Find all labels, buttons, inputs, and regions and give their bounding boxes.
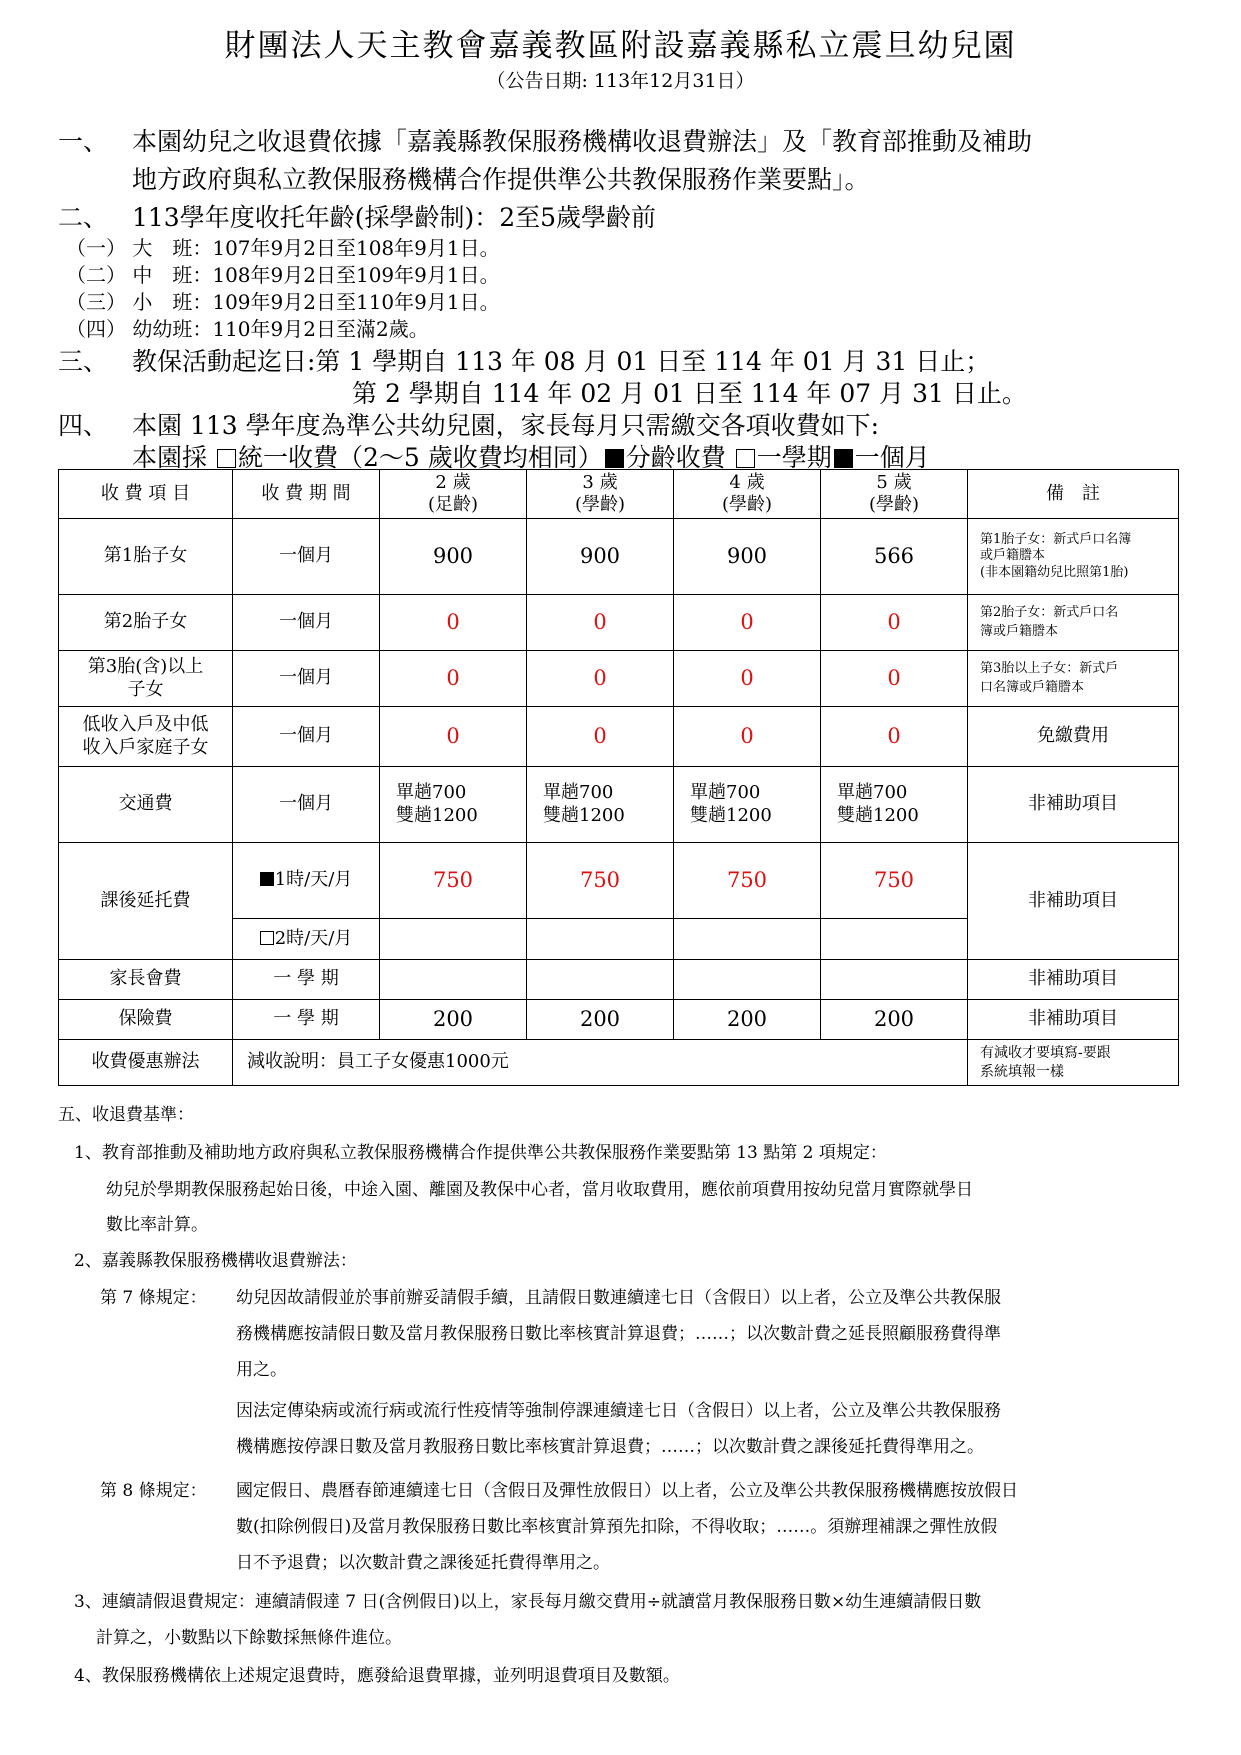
section-5-heading: 五、收退費基準： (58, 1105, 194, 1125)
fee-value: 200 (821, 1000, 968, 1040)
fee-value: 0 (821, 595, 968, 651)
section-3-line-1: 教保活動起迄日:第 1 學期自 113 年 08 月 01 日至 114 年 01 月 31 日止； (132, 347, 991, 376)
checked-box-icon (260, 872, 274, 886)
article-7-line: 幼兒因故請假並於事前辦妥請假手續，且請假日數連續達七日（含假日）以上者，公立及準公共教保服 (236, 1288, 1001, 1308)
s5-p3-line: 3、連續請假退費規定：連續請假達 7 日(含例假日)以上，家長每月繳交費用÷就讀當月教保服務日數×幼生連續請假日數 (74, 1592, 982, 1612)
row-label: 第2胎子女 (59, 595, 233, 651)
article-7-line: 機構應按停課日數及當月教服務日數比率核實計算退費；……；以次數計費之課後延托費得準用之。 (236, 1437, 984, 1457)
fee-value: 0 (527, 595, 674, 651)
fee-value: 0 (380, 707, 527, 767)
fee-value: 0 (527, 707, 674, 767)
header-age-4: 4 歲 (學齡) (674, 470, 821, 519)
unchecked-box-icon (736, 449, 755, 468)
article-8-label: 第 8 條規定： (100, 1481, 207, 1501)
table-row (59, 843, 1179, 919)
header-age-3: 3 歲 (學齡) (527, 470, 674, 519)
header-period: 收 費 期 間 (233, 470, 380, 519)
s5-p2-head: 2、嘉義縣教保服務機構收退費辦法： (74, 1251, 357, 1271)
transport-fee: 單趟700 雙趟1200 (527, 767, 674, 843)
transport-fee: 單趟700 雙趟1200 (380, 767, 527, 843)
fee-table (58, 469, 1179, 1086)
option-per-month: 一個月 (854, 443, 930, 472)
row-note: 非補助項目 (968, 1000, 1179, 1040)
row-label: 收費優惠辦法 (59, 1040, 233, 1086)
option-age-based-fee: 分齡收費 (625, 443, 726, 472)
row-note: 第1胎子女：新式戶口名簿 或戶籍謄本 (非本園籍幼兒比照第1胎) (968, 519, 1179, 595)
article-8-line: 數(扣除例假日)及當月教保服務日數比率核實計算預先扣除，不得收取；……。須辦理補課之彈性放假 (236, 1517, 998, 1537)
fee-value: 750 (821, 843, 968, 919)
s5-p1-line: 數比率計算。 (106, 1215, 208, 1235)
fee-value: 566 (821, 519, 968, 595)
fee-value: 0 (821, 651, 968, 707)
section-2-line: 113學年度收托年齡(採學齡制)：2至5歲學齡前 (132, 203, 657, 232)
table-row (59, 960, 1179, 1000)
section-1-line-1: 本園幼兒之收退費依據「嘉義縣教保服務機構收退費辦法」及「教育部推動及補助 (132, 127, 1033, 156)
fee-value: 200 (380, 1000, 527, 1040)
table-row (59, 519, 1179, 595)
row-note: 第2胎子女：新式戶口名 簿或戶籍謄本 (968, 595, 1179, 651)
table-row (59, 707, 1179, 767)
section-3-line-2: 第 2 學期自 114 年 02 月 01 日至 114 年 07 月 31 日止。 (352, 379, 1027, 408)
fee-value: 900 (380, 519, 527, 595)
fee-value: 0 (674, 595, 821, 651)
s5-p1-line: 幼兒於學期教保服務起始日後，中途入園、離園及教保中心者，當月收取費用，應依前項費用按幼兒當月實際就學日 (106, 1180, 973, 1200)
age-class-item: （四） 幼幼班：110年9月2日至滿2歲。 (66, 317, 429, 341)
afterschool-option-2: 2時/天/月 (233, 919, 380, 960)
row-period: 一個月 (233, 651, 380, 707)
s5-p1-head: 1、教育部推動及補助地方政府與私立教保服務機構合作提供準公共教保服務作業要點第 13 點第 2 項規定： (74, 1143, 887, 1163)
table-row (59, 651, 1179, 707)
header-age-2: 2 歲 (足齡) (380, 470, 527, 519)
article-7-line: 用之。 (236, 1360, 287, 1380)
fee-value: 200 (527, 1000, 674, 1040)
page-title: 財團法人天主教會嘉義教區附設嘉義縣私立震旦幼兒園 (224, 28, 1017, 64)
transport-fee: 單趟700 雙趟1200 (821, 767, 968, 843)
row-period: 一個月 (233, 595, 380, 651)
row-period: 一 學 期 (233, 960, 380, 1000)
row-period: 一個月 (233, 519, 380, 595)
article-7-label: 第 7 條規定： (100, 1288, 207, 1308)
s5-p3-line: 計算之，小數點以下餘數採無條件進位。 (96, 1628, 402, 1648)
row-label: 課後延托費 (59, 843, 233, 960)
age-class-item: （三） 小 班：109年9月2日至110年9月1日。 (66, 290, 500, 314)
afterschool-option-1: 1時/天/月 (233, 843, 380, 919)
unchecked-box-icon (260, 931, 274, 945)
article-8-line: 國定假日、農曆春節連續達七日（含假日及彈性放假日）以上者，公立及準公共教保服務機構應按放假日 (236, 1481, 1018, 1501)
fee-value: 900 (527, 519, 674, 595)
fee-method-prefix: 本園採 (132, 443, 208, 472)
table-header-row (59, 470, 1179, 519)
option-unified-fee: 統一收費（2～5 歲收費均相同） (237, 443, 603, 472)
row-label: 第3胎(含)以上 子女 (59, 651, 233, 707)
row-note: 第3胎以上子女：新式戶 口名簿或戶籍謄本 (968, 651, 1179, 707)
article-7-line: 務機構應按請假日數及當月教保服務日數比率核實計算退費；……；以次數計費之延長照顧服務費得準 (236, 1324, 1001, 1344)
discount-description: 減收說明：員工子女優惠1000元 (233, 1040, 968, 1086)
fee-value: 750 (527, 843, 674, 919)
fee-value: 750 (380, 843, 527, 919)
header-item: 收 費 項 目 (59, 470, 233, 519)
table-row (59, 1040, 1179, 1086)
age-class-item: （二） 中 班：108年9月2日至109年9月1日。 (66, 263, 500, 287)
section-1-number: 一、 (58, 127, 109, 156)
row-label: 低收入戶及中低 收入戶家庭子女 (59, 707, 233, 767)
fee-value: 0 (380, 595, 527, 651)
header-note: 備 註 (968, 470, 1179, 519)
row-label: 家長會費 (59, 960, 233, 1000)
row-label: 第1胎子女 (59, 519, 233, 595)
section-1-line-2: 地方政府與私立教保服務機構合作提供準公共教保服務作業要點」。 (132, 165, 870, 194)
fee-value: 0 (821, 707, 968, 767)
section-4-number: 四、 (58, 411, 109, 440)
row-label: 保險費 (59, 1000, 233, 1040)
unchecked-box-icon (217, 449, 236, 468)
section-3-number: 三、 (58, 347, 109, 376)
age-class-item: （一） 大 班：107年9月2日至108年9月1日。 (66, 236, 500, 260)
checked-box-icon (834, 449, 853, 468)
article-7-line: 因法定傳染病或流行病或流行性疫情等強制停課連續達七日（含假日）以上者，公立及準公共教保服務 (236, 1401, 1001, 1421)
fee-value: 0 (380, 651, 527, 707)
row-note: 非補助項目 (968, 960, 1179, 1000)
fee-value: 0 (674, 707, 821, 767)
fee-value: 0 (527, 651, 674, 707)
row-note: 非補助項目 (968, 767, 1179, 843)
row-period: 一 學 期 (233, 1000, 380, 1040)
fee-value: 0 (674, 651, 821, 707)
transport-fee: 單趟700 雙趟1200 (674, 767, 821, 843)
fee-value: 900 (674, 519, 821, 595)
s5-p4: 4、教保服務機構依上述規定退費時，應發給退費單據，並列明退費項目及數額。 (74, 1666, 680, 1686)
option-per-semester: 一學期 (756, 443, 832, 472)
section-2-number: 二、 (58, 203, 109, 232)
row-period: 一個月 (233, 707, 380, 767)
header-age-5: 5 歲 (學齡) (821, 470, 968, 519)
table-row (59, 767, 1179, 843)
fee-value: 200 (674, 1000, 821, 1040)
row-note: 免繳費用 (968, 707, 1179, 767)
checked-box-icon (605, 449, 624, 468)
row-period: 一個月 (233, 767, 380, 843)
fee-value: 750 (674, 843, 821, 919)
row-label: 交通費 (59, 767, 233, 843)
table-row (59, 1000, 1179, 1040)
row-note: 非補助項目 (968, 843, 1179, 960)
article-8-line: 日不予退費；以次數計費之課後延托費得準用之。 (236, 1553, 610, 1573)
table-row (59, 595, 1179, 651)
announce-date: （公告日期: 113年12月31日） (486, 70, 755, 92)
section-4-line: 本園 113 學年度為準公共幼兒園，家長每月只需繳交各項收費如下: (132, 411, 880, 440)
row-note: 有減收才要填寫-要跟 系統填報一樣 (968, 1040, 1179, 1086)
